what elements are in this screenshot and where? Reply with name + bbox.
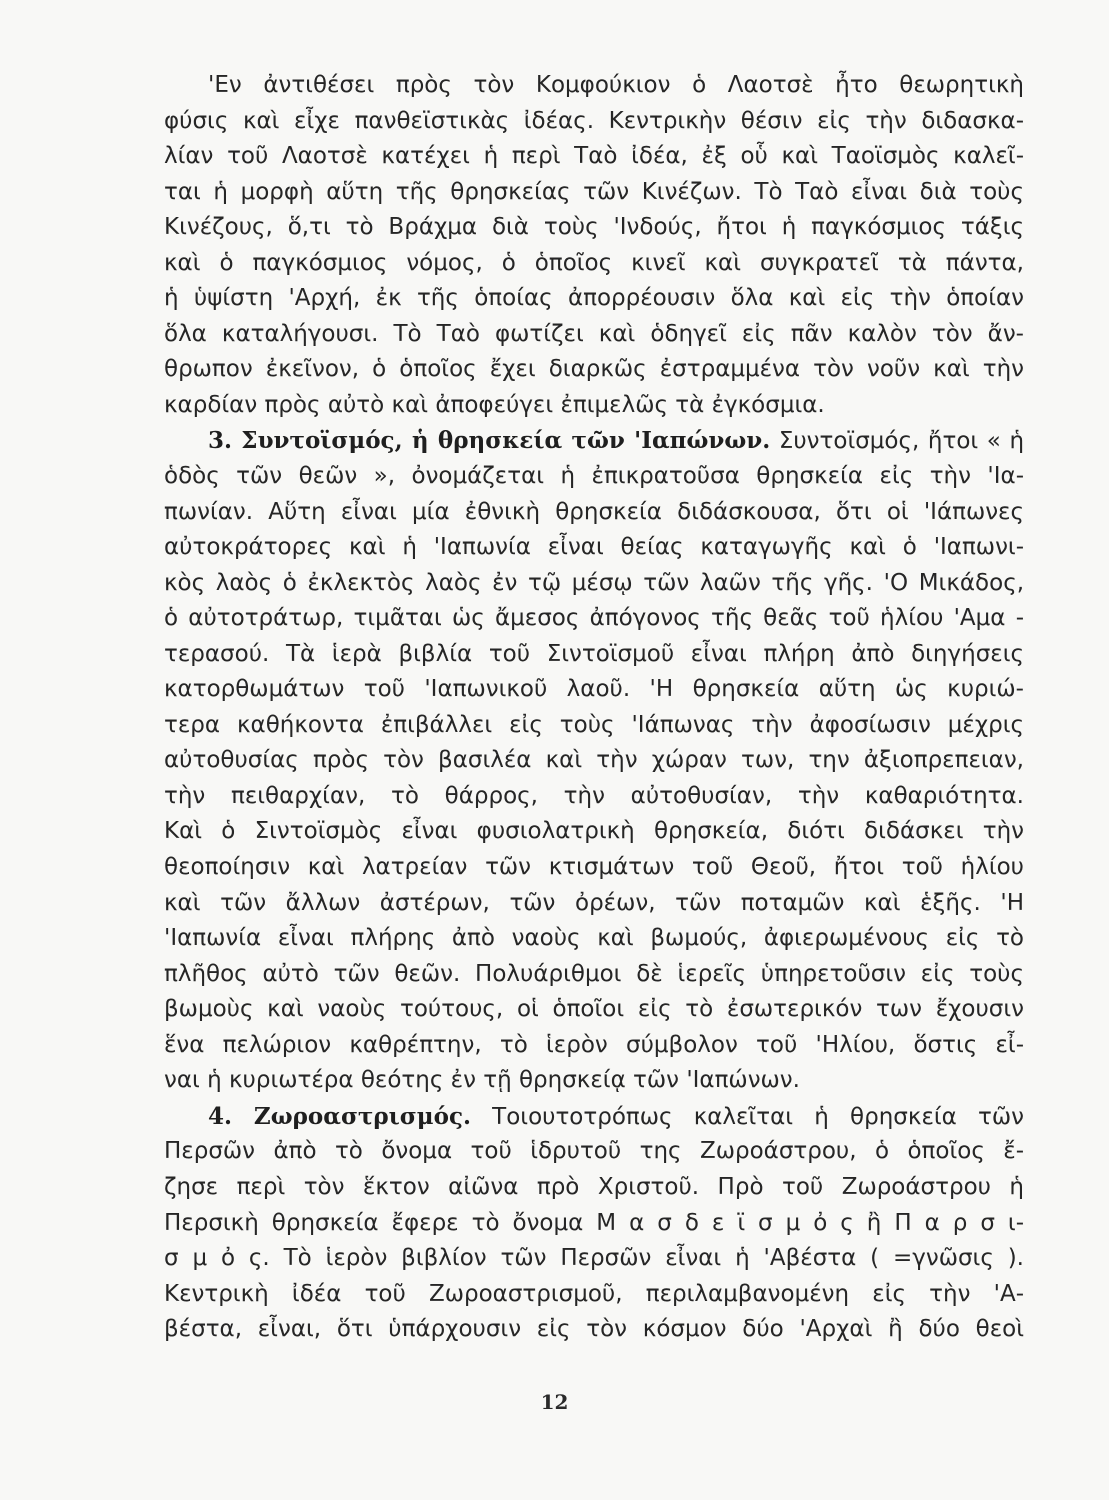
text-line: ἕνα πελώριον καθρέπτην, τὸ ἱερὸν σύμβολον τοῦ 'Ηλίου, ὅστις εἶ- bbox=[164, 1031, 1024, 1058]
section-4-line bbox=[164, 1099, 1024, 1135]
text-line: θεοποίησιν καὶ λατρείαν τῶν κτισμάτων τοῦ Θεοῦ, ἤτοι τοῦ ἡλίου bbox=[164, 854, 1024, 881]
text-line: θρωπον ἐκεῖνον, ὁ ὁποῖος ἔχει διαρκῶς ἐστραμμένα τὸν νοῦν καὶ τὴν bbox=[164, 356, 1024, 383]
text-line: 'Ιαπωνία εἶναι πλήρης ἀπὸ ναοὺς καὶ βωμούς, ἀφιερωμένους εἰς τὸ bbox=[164, 925, 1024, 952]
text-line: ἡ ὑψίστη 'Αρχή, ἐκ τῆς ὁποίας ἀπορρέουσιν ὅλα καὶ εἰς τὴν ὁποίαν bbox=[164, 285, 1024, 312]
text-line: κὸς λαὸς ὁ ἐκλεκτὸς λαὸς ἐν τῷ μέσῳ τῶν λαῶν τῆς γῆς. 'Ο Μικάδος, bbox=[164, 569, 1024, 596]
text-line: καὶ ὁ παγκόσμιος νόμος, ὁ ὁποῖος κινεῖ καὶ συγκρατεῖ τὰ πάντα, bbox=[164, 249, 1024, 276]
text-line: σ μ ὀ ς. Τὸ ἱερὸν βιβλίον τῶν Περσῶν εἶναι ἡ 'Αβέστα ( =γνῶσις ). bbox=[164, 1245, 1024, 1272]
text-line: λίαν τοῦ Λαοτσὲ κατέχει ἡ περὶ Ταὸ ἰδέα, ἐξ οὗ καὶ Ταοϊσμὸς καλεῖ- bbox=[164, 143, 1024, 170]
text-line: τερασού. Τὰ ἱερὰ βιβλία τοῦ Σιντοϊσμοῦ εἶναι πλήρη ἀπὸ διηγήσεις bbox=[164, 640, 1024, 667]
text-line: 'Εν ἀντιθέσει πρὸς τὸν Κομφούκιον ὁ Λαοτσὲ ἦτο θεωρητικὴ bbox=[208, 72, 1024, 98]
text-line: τὴν πειθαρχίαν, τὸ θάρρος, τὴν αὐτοθυσίαν, τὴν καθαριότητα. bbox=[164, 782, 1024, 809]
text-line: αὐτοκράτορες καὶ ἡ 'Ιαπωνία εἶναι θείας καταγωγῆς καὶ ὁ 'Ιαπωνι- bbox=[164, 534, 1024, 561]
text-line: ὁδὸς τῶν θεῶν », ὀνομάζεται ἡ ἐπικρατοῦσα θρησκεία εἰς τὴν 'Ια- bbox=[164, 463, 1024, 490]
text-line: καὶ τῶν ἄλλων ἀστέρων, τῶν ὀρέων, τῶν ποταμῶν καὶ ἑξῆς. 'Η bbox=[164, 889, 1024, 916]
text-line: Καὶ ὁ Σιντοϊσμὸς εἶναι φυσιολατρικὴ θρησκεία, διότι διδάσκει τὴν bbox=[164, 818, 1024, 845]
text-line: βέστα, εἶναι, ὅτι ὑπάρχουσιν εἰς τὸν κόσμον δύο 'Αρχαὶ ἢ δύο θεοὶ bbox=[164, 1316, 1024, 1343]
text-line: τερα καθήκοντα ἐπιβάλλει εἰς τοὺς 'Ιάπωνας τὴν ἀφοσίωσιν μέχρις bbox=[164, 711, 1024, 738]
text-line: Κινέζους, ὅ,τι τὸ Βράχμα διὰ τοὺς 'Ινδούς, ἤτοι ἡ παγκόσμιος τάξις bbox=[164, 214, 1024, 241]
text-line: φύσις καὶ εἶχε πανθεϊστικὰς ἰδέας. Κεντρικὴν θέσιν εἰς τὴν διδασκα- bbox=[164, 107, 1024, 134]
section-3-heading: 3. Συντοϊσμός, ἡ θρησκεία τῶν 'Ιαπώνων. bbox=[208, 427, 771, 455]
text-line: Κεντρικὴ ἰδέα τοῦ Ζωροαστρισμοῦ, περιλαμβανομένη εἰς τὴν 'Α- bbox=[164, 1280, 1024, 1307]
text-line: ται ἡ μορφὴ αὕτη τῆς θρησκείας τῶν Κινέζων. Τὸ Ταὸ εἶναι διὰ τοὺς bbox=[164, 178, 1024, 205]
body-text bbox=[164, 68, 1024, 1348]
text-line: ναι ἡ κυριωτέρα θεότης ἐν τῇ θρησκείᾳ τῶν 'Ιαπώνων. bbox=[164, 1067, 800, 1094]
text-line: πλῆθος αὐτὸ τῶν θεῶν. Πολυάριθμοι δὲ ἱερεῖς ὑπηρετοῦσιν εἰς τοὺς bbox=[164, 960, 1024, 987]
section-3-lead: Συντοϊσμός, ἤτοι « ἡ bbox=[778, 428, 1025, 455]
text-line: καρδίαν πρὸς αὐτὸ καὶ ἀποφεύγει ἐπιμελῶς τὰ ἐγκόσμια. bbox=[164, 391, 825, 418]
section-4-lead: Τοιουτοτρόπως καλεῖται ἡ θρησκεία τῶν bbox=[492, 1103, 1024, 1130]
text-line: ὅλα καταλήγουσι. Τὸ Ταὸ φωτίζει καὶ ὁδηγεῖ εἰς πᾶν καλὸν τὸν ἄν- bbox=[164, 320, 1024, 347]
text-line: αὐτοθυσίας πρὸς τὸν βασιλέα καὶ τὴν χώραν των, την ἀξιοπρεπειαν, bbox=[164, 747, 1024, 774]
text-line: κατορθωμάτων τοῦ 'Ιαπωνικοῦ λαοῦ. 'Η θρησκεία αὕτη ὡς κυριώ- bbox=[164, 676, 1024, 703]
text-line: ζησε περὶ τὸν ἕκτον αἰῶνα πρὸ Χριστοῦ. Πρὸ τοῦ Ζωροάστρου ἡ bbox=[164, 1173, 1024, 1200]
section-4-heading: 4. Ζωροαστρισμός. bbox=[208, 1102, 471, 1130]
text-line: Περσικὴ θρησκεία ἔφερε τὸ ὄνομα Μ α σ δ ε ϊ σ μ ὀ ς ἢ Π α ρ σ ι- bbox=[164, 1209, 1024, 1236]
text-line: πωνίαν. Αὕτη εἶναι μία ἐθνικὴ θρησκεία διδάσκουσα, ὅτι οἱ 'Ιάπωνες bbox=[164, 498, 1024, 525]
section-3-line bbox=[164, 423, 1024, 459]
text-line: ὁ αὐτοτράτωρ, τιμᾶται ὡς ἄμεσος ἀπόγονος τῆς θεᾶς τοῦ ἡλίου 'Αμα - bbox=[164, 605, 1024, 632]
text-line: βωμοὺς καὶ ναοὺς τούτους, οἱ ὁποῖοι εἰς τὸ ἐσωτερικόν των ἔχουσιν bbox=[164, 996, 1024, 1023]
text-line: Περσῶν ἀπὸ τὸ ὄνομα τοῦ ἱδρυτοῦ της Ζωροάστρου, ὁ ὁποῖος ἔ- bbox=[164, 1138, 1024, 1165]
page-number: 12 bbox=[540, 1390, 569, 1414]
